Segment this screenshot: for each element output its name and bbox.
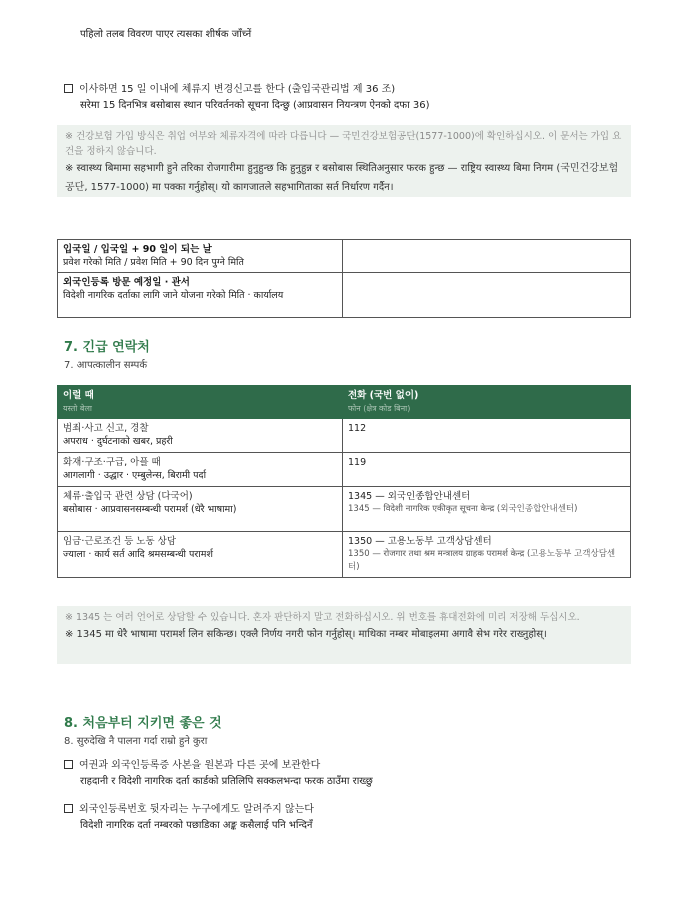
date-entry-field[interactable]: [343, 240, 631, 273]
section-8-subtitle: 8. सुरुदेखि नै पालना गर्दा राम्रो हुने कुरा: [64, 736, 208, 747]
section-7-title: 7. 긴급 연락처: [64, 340, 150, 355]
insurance-note: ※ 건강보험 가입 방식은 취업 여부와 체류자격에 따라 다릅니다 — 국민건강보험공단(1577-1000)에 확인하십시오. 이 문서는 가입 요건을 정하지 않습니다. ※ स्वास्थ्य बिमामा सहभागी हुने तरिका रोजगारीमा हुनुहुन्छ कि हुनुहुन्न र बसोबास स्थितिअनुसार फरक हुन्छ — राष्ट्रिय स्वास्थ्य बिमा निगम (국민건강보험공단, 1577-1000) मा पक्का गर्नुहोस्। यो कागजातले सहभागिताका सर्त निर्धारण गर्दैन।: [57, 125, 631, 197]
checkbox-icon: [64, 804, 73, 813]
section-7-subtitle: 7. आपत्कालीन सम्पर्क: [64, 360, 147, 371]
table-header-row: 이럴 때 यस्तो बेला 전화 (국번 없이) फोन (क्षेत्र कोड बिना): [58, 386, 631, 419]
hotline-note: ※ 1345 는 여러 언어로 상담할 수 있습니다. 혼자 판단하지 말고 전화하십시오. 위 번호를 휴대전화에 미리 저장해 두십시오. ※ 1345 मा धेरै भाषामा परामर्श लिन सकिन्छ। एक्लै निर्णय नगरी फोन गर्नुहोस्। माथिका नम्बर मोबाइलमा अगावै सेभ गरेर राख्नुहोस्।: [57, 606, 631, 664]
checkbox-icon: [64, 84, 73, 93]
dates-table: [57, 239, 631, 318]
table-row: 임금·근로조건 등 노동 상담 ज्याला · कार्य सर्त आदि श्रमसम्बन्धी परामर्श 1350 — 고용노동부 고객상담센터 1350 — रोजगार तथा श्रम मन्त्रालय ग्राहक परामर्श केन्द्र (고용노동부 고객상담센터): [58, 532, 631, 578]
checklist-item-move: 이사하면 15 일 이내에 체류지 변경신고를 한다 (출입국관리법 제 36 조) सरेमा 15 दिनभित्र बसोबास स्थान परिवर्तनको सूचना दिन्छु (आप्रवासन नियन्त्रण ऐनको दफा 36): [64, 82, 634, 114]
intro-line: पहिलो तलब विवरण पाएर त्यसका शीर्षक जाँच्नें: [80, 29, 252, 40]
table-row: 입국일 / 입국일 + 90 일이 되는 날 प्रवेश गरेको मिति / प्रवेश मिति + 90 दिन पुग्ने मिति: [58, 240, 631, 273]
section-8-title: 8. 처음부터 지키면 좋은 것: [64, 716, 222, 731]
checklist-item-registration: 외국인등록번호 뒷자리는 누구에게도 알려주지 않는다 विदेशी नागरिक दर्ता नम्बरको पछाडिका अङ्क कसैलाई पनि भन्दिनँ: [64, 802, 634, 834]
table-row: 체류·출입국 관련 상담 (다국어) बसोबास · आप्रवासनसम्बन्धी परामर्श (धेरै भाषामा) 1345 — 외국인종합안내센터 1345 — विदेशी नागरिक एकीकृत सूचना केन्द्र (외국인종합안내센터): [58, 487, 631, 532]
emergency-table: [57, 385, 631, 578]
visit-entry-field[interactable]: [343, 273, 631, 318]
checkbox-icon: [64, 760, 73, 769]
table-row: 외국인등록 방문 예정일 · 관서 विदेशी नागरिक दर्ताका लागि जाने योजना गरेको मिति · कार्यालय: [58, 273, 631, 318]
checklist-item-passport: 여권과 외국인등록증 사본을 원본과 다른 곳에 보관한다 राहदानी र विदेशी नागरिक दर्ता कार्डको प्रतिलिपि सक्कलभन्दा फरक ठाउँमा राख्छु: [64, 758, 634, 790]
table-row: 범죄·사고 신고, 경찰 अपराध · दुर्घटनाको खबर, प्रहरी 112: [58, 419, 631, 453]
table-row: 화재·구조·구급, 아플 때 आगलागी · उद्धार · एम्बुलेन्स, बिरामी पर्दा 119: [58, 453, 631, 487]
